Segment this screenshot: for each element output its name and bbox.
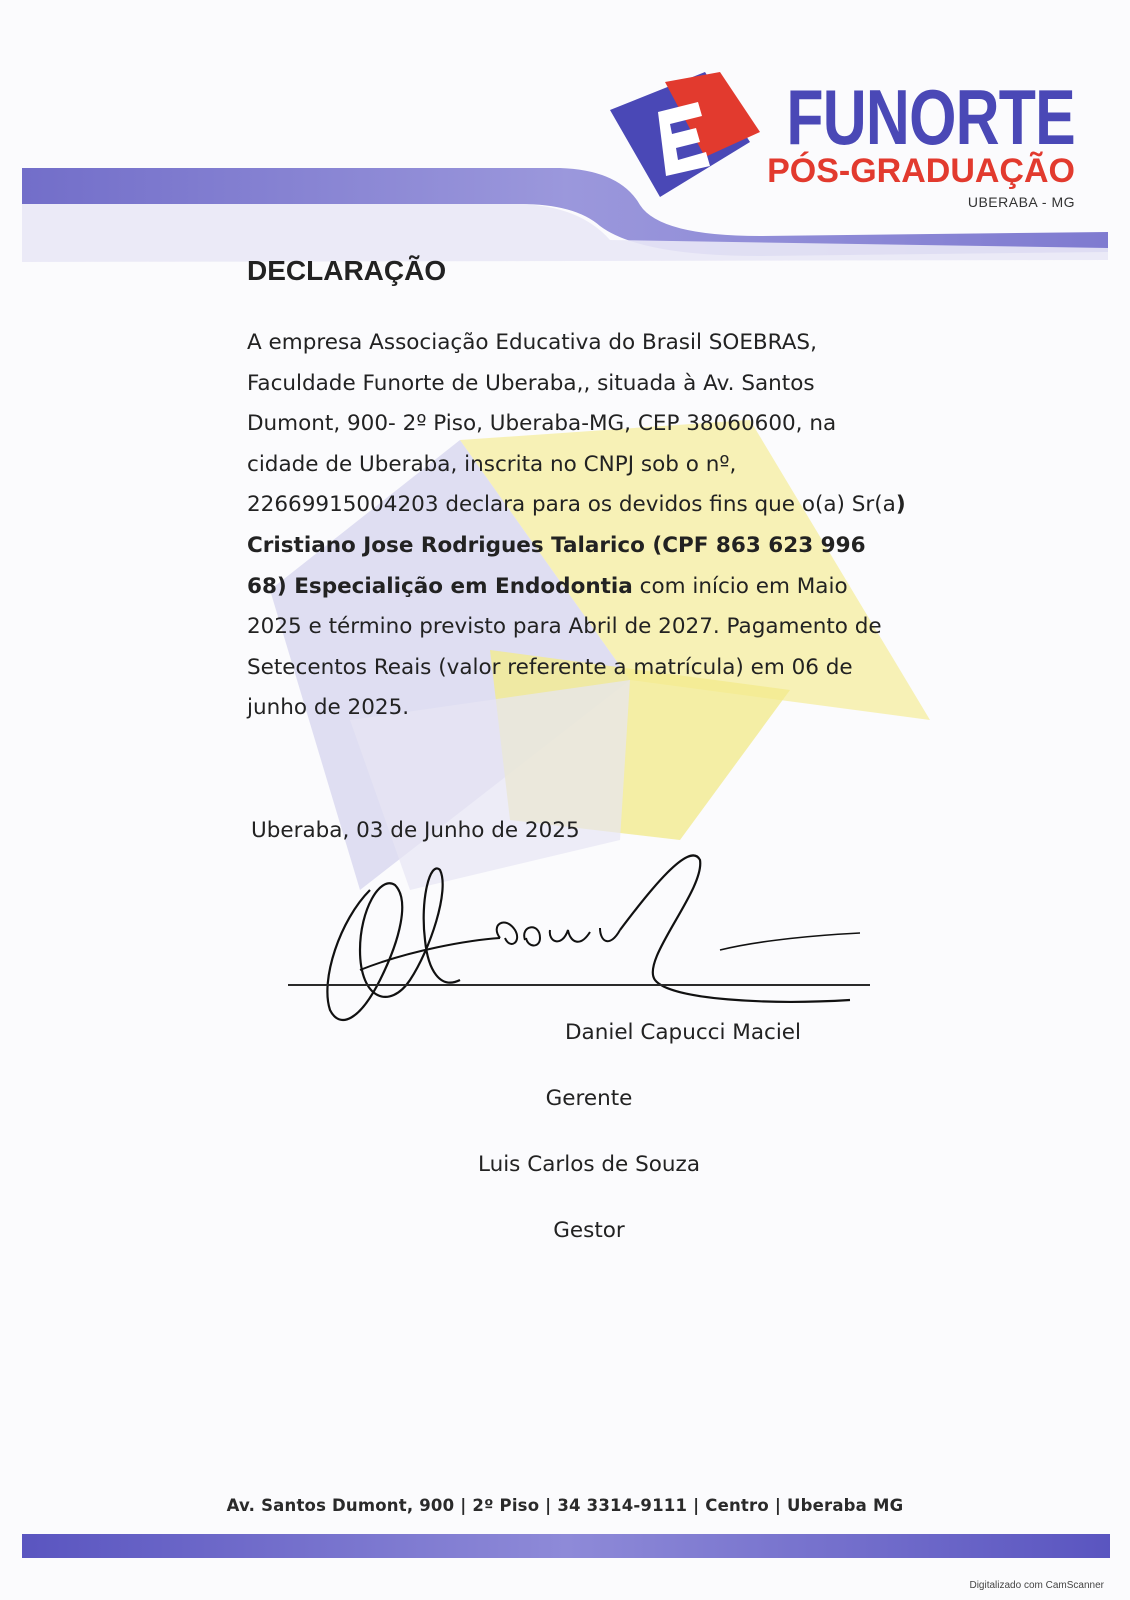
- brand-name: FUNORTE: [786, 73, 1075, 161]
- declaration-paragraph: [247, 323, 907, 729]
- brand-city: UBERABA - MG: [967, 194, 1075, 210]
- scanner-note: Digitalizado com CamScanner: [969, 1580, 1104, 1591]
- signatory-role: Gerente: [545, 1086, 633, 1111]
- second-signatory-name: Luis Carlos de Souza: [477, 1152, 701, 1177]
- footer-address: Av. Santos Dumont, 900 | 2º Piso | 34 3314-9111 | Centro | Uberaba MG: [226, 1496, 904, 1515]
- second-signatory-role: Gestor: [553, 1218, 625, 1243]
- place-date: Uberaba, 03 de Junho de 2025: [251, 818, 580, 843]
- brand-block: [705, 73, 1075, 210]
- paragraph-rest: com início em Maio 2025 e término previsto para Abril de 2027. Pagamento de Setecentos Reais (valor referente a matrícula) em 06 de junho de 2025.: [247, 573, 882, 721]
- paragraph-highlight: ) Cristiano Jose Rodrigues Talarico (CPF 863 623 996 68) Especialição em Endodontia: [247, 492, 906, 599]
- brand-subtitle: PÓS-GRADUAÇÃO: [767, 152, 1075, 190]
- document-title: DECLARAÇÃO: [247, 255, 447, 286]
- paragraph-intro: A empresa Associação Educativa do Brasil SOEBRAS, Faculdade Funorte de Uberaba,, situada à Av. Santos Dumont, 900- 2º Piso, Uberaba-MG, CEP 38060600, na cidade de Uberaba, inscrita no CNPJ sob o nº, 22669915004203 declara para os devidos fins que o(a) Sr(a: [247, 330, 896, 518]
- footer-band: [22, 1534, 1110, 1558]
- signatory-name: Daniel Capucci Maciel: [565, 1020, 801, 1045]
- signature-line: [288, 984, 870, 986]
